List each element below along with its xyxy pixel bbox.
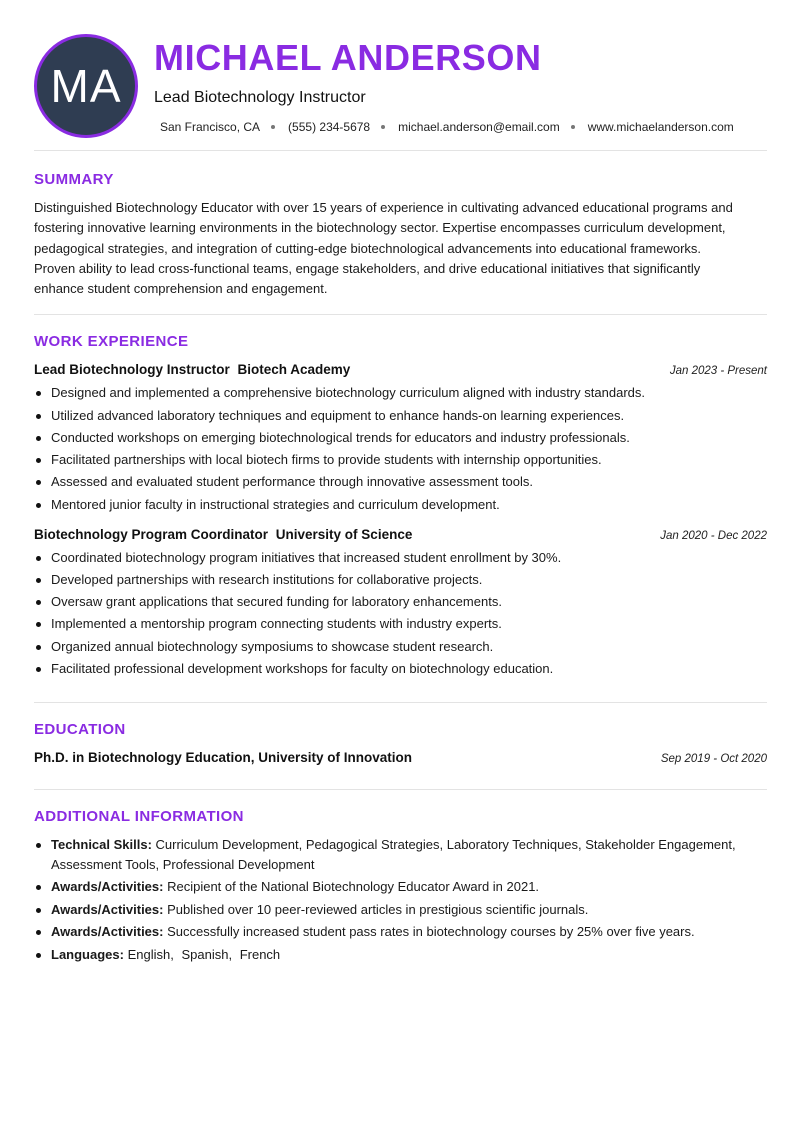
job-bullets <box>34 382 767 515</box>
job-title <box>34 362 350 377</box>
language: Spanish, <box>181 946 233 962</box>
candidate-name: MICHAEL ANDERSON <box>154 37 542 78</box>
additional-list <box>34 835 767 965</box>
job-bullets <box>34 547 767 680</box>
avatar-initials: MA <box>50 60 122 112</box>
list-item: Facilitated partnerships with local biotech firms to provide students with internship opportunities. <box>34 449 767 471</box>
job-entry <box>34 527 767 680</box>
summary-section <box>34 171 767 299</box>
list-item <box>34 922 767 942</box>
list-item: Designed and implemented a comprehensive biotechnology curriculum aligned with industry standards. <box>34 382 767 404</box>
list-item <box>34 945 767 965</box>
job-dates: Jan 2020 - Dec 2022 <box>660 529 767 542</box>
list-item: Conducted workshops on emerging biotechnological trends for educators and industry professionals. <box>34 427 767 449</box>
summary-text <box>34 198 767 299</box>
job-dates: Jan 2023 - Present <box>669 365 767 378</box>
list-item: Developed partnerships with research institutions for collaborative projects. <box>34 569 767 591</box>
divider <box>34 702 767 703</box>
list-item: Organized annual biotechnology symposiums to showcase student research. <box>34 636 767 658</box>
divider <box>34 314 767 315</box>
awards-label: Awards/Activities: <box>51 901 164 917</box>
language: French <box>239 946 281 962</box>
awards-value: Recipient of the National Biotechnology Educator Award in 2021. <box>167 879 540 895</box>
awards-label: Awards/Activities: <box>51 879 164 895</box>
list-item: Implemented a mentorship program connecting students with industry experts. <box>34 613 767 635</box>
job-role: Biotechnology Program Coordinator <box>34 526 269 542</box>
list-item <box>34 900 767 920</box>
resume-page <box>34 34 767 967</box>
list-item: Assessed and evaluated student performance through innovative assessment tools. <box>34 471 767 493</box>
additional-section <box>34 808 767 965</box>
list-item: Coordinated biotechnology program initiatives that increased student enrollment by 30%. <box>34 547 767 569</box>
candidate-title: Lead Biotechnology Instructor <box>154 89 366 106</box>
list-item <box>34 877 767 897</box>
job-entry <box>34 362 767 515</box>
skills-value: Curriculum Development, Pedagogical Strategies, Laboratory Techniques, Stakeholder Engagement, <box>155 836 736 852</box>
resume-header <box>34 34 767 138</box>
job-header <box>34 527 767 542</box>
job-header <box>34 362 767 377</box>
contact-location: San Francisco, CA <box>160 120 261 134</box>
contact-info <box>160 120 734 134</box>
bullet-dot-icon <box>271 125 275 129</box>
bullet-dot-icon <box>571 125 575 129</box>
languages-label: Languages: <box>51 946 124 962</box>
contact-phone: (555) 234-5678 <box>288 120 371 134</box>
experience-section <box>34 333 767 679</box>
job-title <box>34 527 412 542</box>
divider <box>34 150 767 151</box>
avatar <box>34 34 138 138</box>
bullet-dot-icon <box>381 125 385 129</box>
list-item: Mentored junior faculty in instructional strategies and curriculum development. <box>34 494 767 516</box>
list-item: Utilized advanced laboratory techniques and equipment to enhance hands-on learning experiences. <box>34 405 767 427</box>
summary-line: pedagogical strategies, and integration of cutting-edge biotechnological advancements into educational frameworks. <box>34 240 702 256</box>
awards-value: Published over 10 peer-reviewed articles in prestigious scientific journals. <box>167 901 589 917</box>
language: English, <box>127 946 174 962</box>
skills-label: Technical Skills: <box>51 836 152 852</box>
degree: Ph.D. in Biotechnology Education, University of Innovation <box>34 749 413 765</box>
awards-value: Successfully increased student pass rates in biotechnology courses by 25% over five years. <box>167 923 695 939</box>
section-heading-summary: SUMMARY <box>34 171 114 188</box>
contact-email[interactable]: michael.anderson@email.com <box>398 120 560 134</box>
summary-line: enhance student comprehension and engagement. <box>34 281 328 297</box>
summary-line: Proven ability to lead cross-functional teams, engage stakeholders, and drive educational initiatives that significantly <box>34 260 701 276</box>
contact-website[interactable]: www.michaelanderson.com <box>587 120 734 134</box>
section-heading-experience: WORK EXPERIENCE <box>34 333 189 351</box>
divider <box>34 789 767 790</box>
section-heading-education: EDUCATION <box>34 720 126 738</box>
section-heading-additional: ADDITIONAL INFORMATION <box>34 807 244 825</box>
summary-line: fostering innovative learning environments in the biotechnology sector. Expertise encompasses curriculum development, <box>34 220 726 236</box>
job-role: Lead Biotechnology Instructor <box>34 362 230 378</box>
job-organization: University of Science <box>275 526 413 542</box>
list-item: Facilitated professional development workshops for faculty on biotechnology education. <box>34 658 767 680</box>
education-dates: Sep 2019 - Oct 2020 <box>660 752 767 765</box>
list-item <box>34 835 767 875</box>
list-item: Oversaw grant applications that secured funding for laboratory enhancements. <box>34 591 767 613</box>
education-entry <box>34 750 767 765</box>
summary-line: Distinguished Biotechnology Educator with over 15 years of experience in cultivating advanced educational programs and <box>34 200 733 215</box>
skills-value: Assessment Tools, Professional Development <box>51 856 315 872</box>
job-organization: Biotech Academy <box>237 362 351 378</box>
awards-label: Awards/Activities: <box>51 923 164 939</box>
education-section <box>34 721 767 765</box>
